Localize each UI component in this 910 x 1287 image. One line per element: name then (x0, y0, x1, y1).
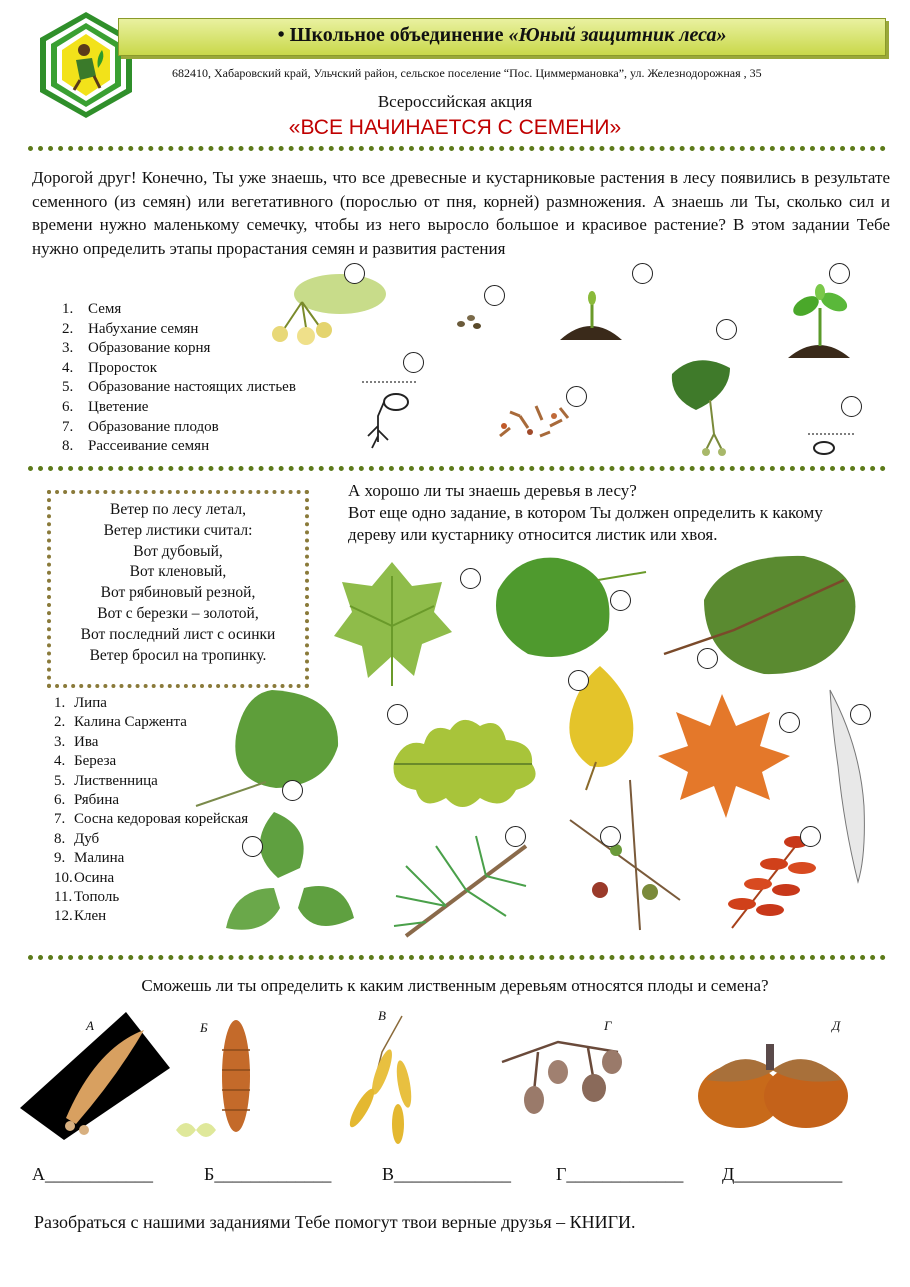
banner-title: • Школьное объединение «Юный защитник леса» (277, 24, 727, 46)
answer-circle[interactable] (841, 396, 862, 417)
oak-leaf-image (384, 708, 544, 816)
answer-blank[interactable]: В_____________ (382, 1164, 512, 1184)
poem-line: Ветер по лесу летал, (110, 501, 246, 518)
alder-catkin-image (172, 1020, 258, 1142)
fruit-letter: Б (200, 1020, 208, 1035)
larch-image (540, 780, 686, 930)
footer-note: Разобраться с нашими заданиями Тебе помогут твои верные друзья – КНИГИ. (34, 1212, 636, 1232)
list-item: 5. Образование настоящих листьев (62, 379, 296, 396)
seedling-leaves-image (784, 284, 854, 360)
question-line: Вот еще одно задание, в котором Ты должен определить к какому дереву или кустарнику относится листик или хвоя. (348, 503, 823, 544)
poem-line: Вот последний лист с осинки (80, 625, 276, 643)
answer-blank[interactable]: Д____________ (722, 1164, 843, 1184)
intro-paragraph: Дорогой друг! Конечно, Ты уже знаешь, что все древесные и кустарниковые растения в лесу появились в результате семенного (из семян) или вегетативного (порослью от пня, корней) размножения. А знаешь ли Ты, сколько сил и времени нужно маленькому семечку, чтобы из него выросло большое и красивое растение? В этом задании Тебе нужно определить этапы прорастания семян и развития растения (32, 168, 890, 258)
answer-circle[interactable] (460, 568, 481, 589)
answer-circle[interactable] (242, 836, 263, 857)
list-item: 7. Сосна кедоровая корейская (54, 811, 249, 828)
list-item: 9. Малина (54, 850, 125, 867)
answer-blank[interactable]: Г_____________ (556, 1164, 684, 1184)
poem-line: Вот рябиновый резной, (100, 584, 256, 602)
answer-circle[interactable] (568, 670, 589, 691)
list-item: 10.Осина (54, 869, 115, 886)
list-item: 3. Ива (54, 733, 99, 750)
stages-list (62, 300, 296, 457)
birch-seeds-image (342, 1012, 418, 1146)
list-item: 3. Образование корня (62, 340, 211, 357)
poem-line: Ветер листики считал: (103, 521, 253, 539)
answer-circle[interactable] (282, 780, 303, 801)
campaign-label: Всероссийская акция (377, 92, 533, 111)
sprout-image (556, 290, 626, 342)
fruit-letter: Г (604, 1018, 612, 1033)
answer-circle[interactable] (829, 263, 850, 284)
poem-line: Вот дубовый, (133, 542, 223, 560)
aspen-leaf-image (196, 686, 346, 810)
list-item: 7. Образование плодов (62, 418, 219, 435)
list-item: 1. Липа (54, 695, 107, 711)
alder-cones-image (498, 1022, 628, 1118)
seed-dispersal-image (490, 396, 580, 446)
answer-circle[interactable] (850, 704, 871, 725)
list-item: 5. Лиственница (54, 772, 158, 789)
list-item: 11. Тополь (54, 889, 120, 906)
fruit-letter: Д (832, 1018, 841, 1033)
answer-circle[interactable] (800, 826, 821, 847)
answer-circle[interactable] (600, 826, 621, 847)
poem-line: Ветер бросил на тропинку. (89, 646, 267, 664)
flowering-linden-image (262, 272, 387, 352)
list-item: 2. Калина Саржента (54, 714, 187, 731)
header-banner (118, 18, 886, 56)
list-item: 6. Рябина (54, 792, 120, 809)
answer-circle[interactable] (344, 263, 365, 284)
guelder-rose-leaf-image (330, 556, 454, 692)
answer-circle[interactable] (566, 386, 587, 407)
list-item: 4. Береза (54, 753, 117, 770)
poplar-leaf-image (664, 550, 864, 680)
swelling-seed-image (806, 428, 856, 456)
list-item: 12.Клен (54, 908, 107, 925)
list-item: 2. Набухание семян (62, 320, 199, 337)
seeds-image (455, 310, 485, 332)
raspberry-leaf-image (214, 808, 356, 948)
linden-seeds-image (16, 1008, 172, 1140)
answer-circle[interactable] (387, 704, 408, 725)
answer-circle[interactable] (610, 590, 631, 611)
list-item: 8. Рассеивание семян (62, 438, 210, 455)
fruit-letter: А (86, 1018, 94, 1033)
campaign-title: «ВСЕ НАЧИНАЕТСЯ С СЕМЕНИ» (288, 116, 622, 139)
answer-circle[interactable] (716, 319, 737, 340)
list-item: 4. Проросток (62, 359, 158, 376)
answer-circle[interactable] (403, 352, 424, 373)
divider (28, 466, 886, 471)
answer-circle[interactable] (505, 826, 526, 847)
question-fruits: Сможешь ли ты определить к каким лиственным деревьям относятся плоды и семена? (141, 976, 769, 995)
divider (28, 146, 886, 151)
answer-circle[interactable] (632, 263, 653, 284)
list-item: 6. Цветение (62, 398, 149, 415)
answer-circle[interactable] (697, 648, 718, 669)
question-line: А хорошо ли ты знаешь деревья в лесу? (348, 481, 637, 500)
list-item: 8. Дуб (54, 830, 100, 847)
linden-fruit-image (666, 354, 742, 458)
fruit-letter: В (378, 1008, 386, 1023)
poem-line: Вот кленовый, (129, 563, 227, 581)
address: 682410, Хабаровский край, Ульчский район, сельское поселение “Пос. Циммермановка”, ул. Железнодорожная , 35 (172, 66, 762, 80)
root-formation-image (360, 376, 420, 452)
poem-box (47, 490, 309, 688)
acorns-image (692, 1040, 854, 1128)
divider (28, 955, 886, 960)
answer-circle[interactable] (484, 285, 505, 306)
answer-circle[interactable] (779, 712, 800, 733)
poem-line: Вот с березки – золотой, (97, 604, 259, 622)
question-trees (348, 480, 868, 546)
list-item: 1. Семя (62, 301, 122, 317)
answer-blank[interactable]: Б_____________ (204, 1164, 332, 1184)
answer-blank[interactable]: А____________ (32, 1164, 153, 1184)
